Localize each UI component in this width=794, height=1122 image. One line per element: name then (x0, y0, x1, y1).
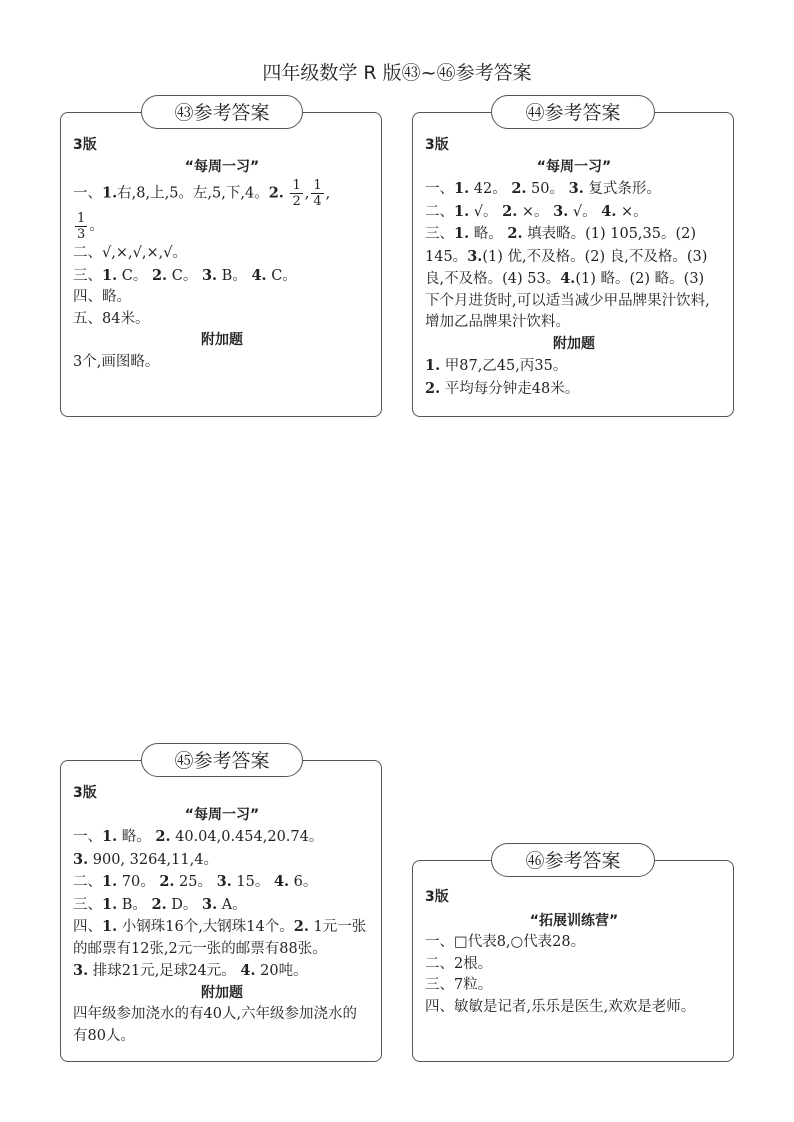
answer-line: 四、略。 (73, 289, 131, 305)
extra-title: 附加题 (553, 335, 595, 352)
card-tab-43: ㊸参考答案 (141, 95, 303, 129)
edition-label: 3版 (73, 137, 97, 153)
section-title: “每周一习” (184, 158, 260, 175)
answer-line: $\frac{1}{3}$ 。 (77, 210, 104, 242)
answer-line: 二、1. 70。 2. 25。 3. 15。 4. 6。 (73, 873, 318, 890)
page-title: 四年级数学 R 版㊸~㊻参考答案 (262, 62, 532, 84)
section-title: “每周一习” (184, 806, 260, 823)
answer-line: 一、1. 42。 2. 50。 3. 复式条形。 (425, 180, 661, 197)
answer-line: 一、1. 略。 2. 40.04,0.454,20.74。 (73, 828, 324, 845)
edition-label: 3版 (425, 889, 449, 905)
card-tab-44: ㊹参考答案 (491, 95, 655, 129)
section-title: “拓展训练营” (529, 912, 619, 929)
answer-paragraph: 四年级参加浇水的有40人,六年级参加浇水的有80人。 (73, 1006, 358, 1044)
answer-line: 3个,画图略。 (73, 353, 160, 370)
answer-line: 3. 900, 3264,11,4。 (73, 850, 218, 868)
edition-label: 3版 (73, 785, 97, 801)
answer-line: 1. 甲87,乙45,丙35。 (425, 357, 568, 374)
answer-line: 3. 排球21元,足球24元。 4. 20吨。 (73, 962, 308, 979)
extra-title: 附加题 (201, 332, 243, 348)
answer-line: 二、1. √。 2. ×。 3. √。 4. ×。 (425, 202, 648, 220)
answer-line: 三、1. C。 2. C。 3. B。 4. C。 (73, 266, 297, 284)
answer-card-46 (412, 850, 734, 1062)
answer-card-45 (60, 750, 382, 1062)
answer-line: 2. 平均每分钟走48米。 (425, 379, 580, 397)
answer-line: 五、84米。 (73, 310, 150, 327)
section-title: “每周一习” (536, 158, 612, 175)
answer-paragraph: 四、敏敏是记者,乐乐是医生,欢欢是老师。 (425, 998, 696, 1015)
answer-paragraph: 四、1. 小钢珠16个,大钢珠14个。2. 1元一张的邮票有12张,2元一张的邮票有88张。 (73, 918, 367, 957)
edition-label: 3版 (425, 137, 449, 153)
answer-line: 一、1.右,8,上,5。左,5,下,4。2. $\frac{1}{2}$ , $\frac{1}{4}$ , (73, 178, 331, 209)
answer-line: 三、7粒。 (425, 977, 493, 993)
fraction: $\frac{1}{2}$ (292, 178, 301, 209)
answer-line: 二、2根。 (425, 955, 493, 972)
answer-card-43 (60, 102, 382, 417)
fraction: $\frac{1}{3}$ (77, 210, 86, 242)
answer-card-44 (412, 102, 734, 417)
answer-line: 二、√,×,√,×,√。 (73, 245, 187, 261)
fraction: $\frac{1}{4}$ (313, 178, 322, 209)
answer-line: 三、1. B。 2. D。 3. A。 (73, 895, 247, 913)
answer-paragraph: 三、1. 略。 2. 填表略。(1) 105,35。(2) 145。3.(1) 优,不及格。(2) 良,不及格。(3) 良,不及格。(4) 53。4.(1) 略。(2) 略。(3) 下个月进货时,可以适当减少甲品牌果汁饮料,增加乙品牌果汁饮料。 (425, 225, 710, 330)
extra-title: 附加题 (201, 984, 243, 1001)
card-tab-46: ㊻参考答案 (491, 843, 655, 877)
card-tab-45: ㊺参考答案 (141, 743, 303, 777)
answer-line: 一、□代表8,○代表28。 (425, 934, 586, 950)
